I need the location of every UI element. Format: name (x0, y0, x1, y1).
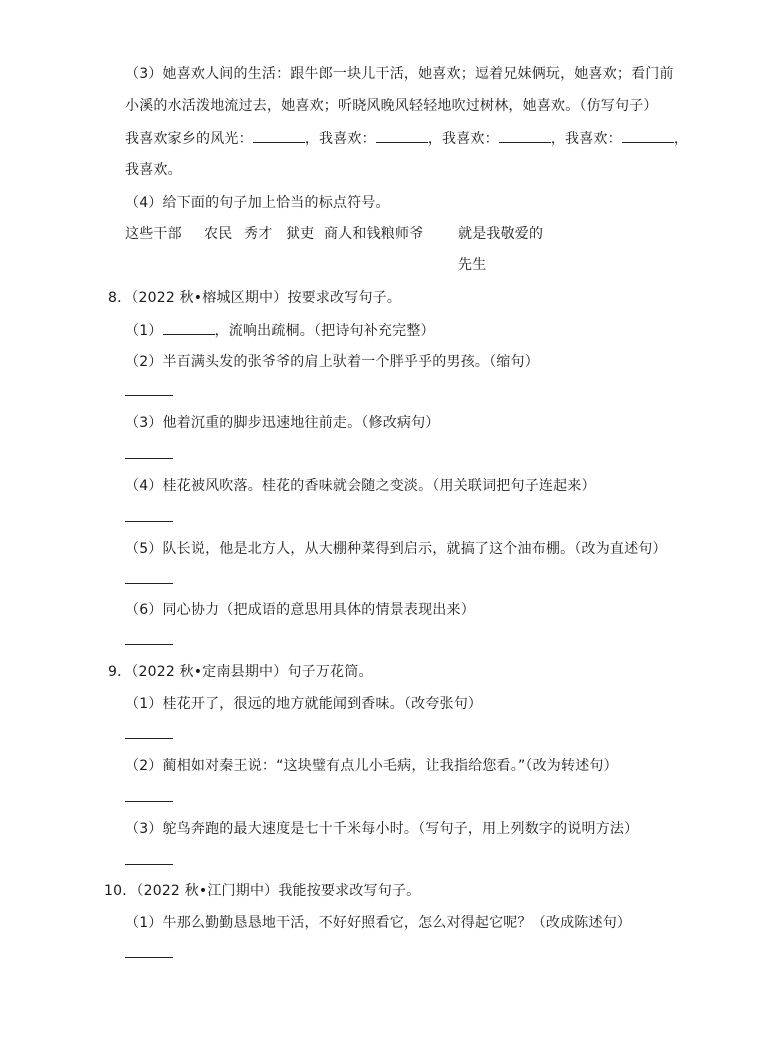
q8-item-4: （4）桂花被风吹落。桂花的香味就会随之变淡。（用关联词把句子连起来） (125, 478, 596, 494)
q9-item-1: （1）桂花开了，很远的地方就能闻到香味。（改夸张句） (125, 696, 483, 712)
q7-4-prompt: （4）给下面的句子加上恰当的标点符号。 (125, 195, 390, 211)
q9-item-2-answer-line[interactable] (125, 801, 173, 802)
q8-item-3: （3）他着沉重的脚步迅速地往前走。（修改病句） (125, 415, 440, 431)
q8-item-5: （5）队长说，他是北方人，从大棚种菜得到启示，就搞了这个油布棚。（改为直述句） (125, 541, 667, 557)
q8-item-6-answer-line[interactable] (125, 644, 173, 645)
q7-4-word-1: 这些干部 (125, 226, 182, 242)
q8-item-3-answer-line[interactable] (125, 458, 173, 459)
q7-3-line-4: 我喜欢。 (125, 162, 182, 178)
q8-item-6: （6）同心协力（把成语的意思用具体的情景表现出来） (125, 602, 475, 618)
q8-item-2-answer-line[interactable] (125, 395, 173, 396)
q7-3-line-3 (125, 128, 688, 149)
q7-4-word-3: 秀才 (244, 226, 273, 242)
q7-3-text-a: 我喜欢家乡的风光： (125, 131, 253, 147)
q7-4-tail: 先生 (458, 257, 487, 273)
q7-4-word-2: 农民 (204, 226, 233, 242)
q9-item-3-answer-line[interactable] (125, 864, 173, 865)
q7-3-text-b: ，我喜欢： (304, 131, 376, 147)
q8-item-1-prefix: （1） (125, 323, 163, 339)
q8-title: 8．（2022 秋•榕城区期中）按要求改写句子。 (108, 290, 402, 306)
q9-item-3: （3）鸵鸟奔跑的最大速度是七十千米每小时。（写句子，用上列数字的说明方法） (125, 821, 639, 837)
q8-item-1-text: ，流响出疏桐。（把诗句补充完整） (214, 323, 435, 339)
q10-item-1-answer-line[interactable] (125, 957, 173, 958)
q10-item-1: （1）牛那么勤勤恳恳地干活，不好好照看它，怎么对得起它呢？（改成陈述句） (125, 915, 632, 931)
q9-title: 9．（2022 秋•定南县期中）句子万花筒。 (108, 664, 373, 680)
q7-3-text-d: ，我喜欢： (550, 131, 622, 147)
q7-4-word-6: 就是我敬爱的 (458, 226, 544, 242)
q7-3-text-c: ，我喜欢： (427, 131, 499, 147)
q7-3-line-1: （3）她喜欢人间的生活：跟牛郎一块儿干活，她喜欢；逗着兄妹俩玩，她喜欢；看门前 (125, 66, 674, 82)
q8-item-1 (125, 320, 435, 341)
q8-item-5-answer-line[interactable] (125, 583, 173, 584)
q10-title: 10．（2022 秋•江门期中）我能按要求改写句子。 (104, 883, 421, 899)
q8-item-2: （2）半百满头发的张爷爷的肩上驮着一个胖乎乎的男孩。（缩句） (125, 354, 539, 370)
q7-3-blank-4[interactable] (622, 128, 674, 143)
q7-3-blank-1[interactable] (253, 128, 305, 143)
q7-3-text-e: ， (673, 131, 689, 147)
q7-3-blank-2[interactable] (376, 128, 428, 143)
q9-item-2: （2）蔺相如对秦王说：“这块璧有点儿小毛病，让我指给您看。”（改为转述句） (125, 758, 618, 774)
q9-item-1-answer-line[interactable] (125, 738, 173, 739)
q7-3-blank-3[interactable] (499, 128, 551, 143)
q8-item-4-answer-line[interactable] (125, 521, 173, 522)
q7-3-line-2: 小溪的水活泼地流过去，她喜欢；听晓风晚风轻轻地吹过树林，她喜欢。（仿写句子） (125, 98, 658, 114)
q8-item-1-blank[interactable] (163, 320, 215, 335)
q7-4-word-5: 商人和钱粮师爷 (324, 226, 424, 242)
q7-4-word-4: 狱吏 (286, 226, 315, 242)
